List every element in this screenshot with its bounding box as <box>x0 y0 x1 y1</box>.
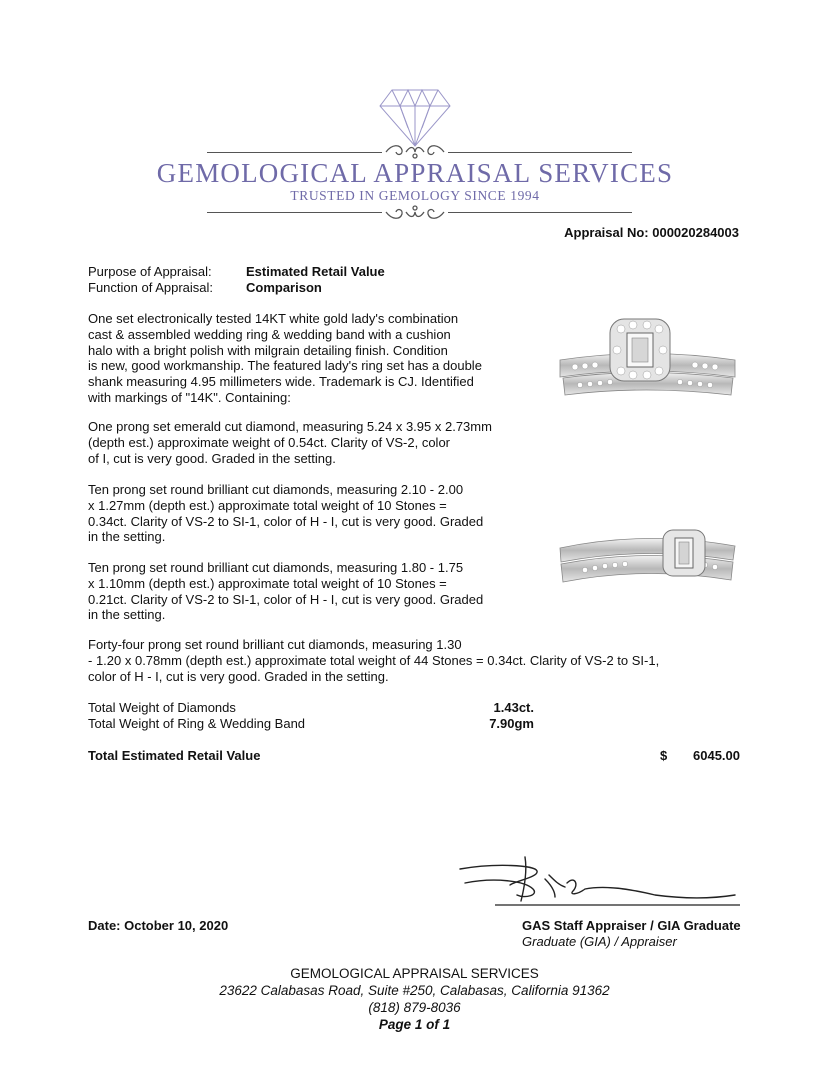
total-ring-weight-label: Total Weight of Ring & Wedding Band <box>88 716 306 731</box>
appraiser-subtitle: Graduate (GIA) / Appraiser <box>522 934 677 949</box>
currency-symbol: $ <box>660 748 668 763</box>
ring-photo-top-view <box>555 305 740 405</box>
function-value: Comparison <box>246 280 322 295</box>
appraisal-number: Appraisal No: 000020284003 <box>564 225 739 240</box>
item-description: One set electronically tested 14KT white gold lady's combination cast & assembled wedding ring & wedding band with a cushion halo with a bright polish with milgrain detailing finish. Condition is new, good workmanship. The featured lady's ring set has a double shank measuring 4.95 millimeters wide. Trademark is CJ. Identified with markings of "14K". Containing: <box>88 311 482 405</box>
footer-company: GEMOLOGICAL APPRAISAL SERVICES <box>290 966 539 981</box>
ring-photo-side-view <box>555 520 740 600</box>
stone-description: Forty-four prong set round brilliant cut diamonds, measuring 1.30 - 1.20 x 0.78mm (depth est.) approximate total weight of 44 Stones = 0.34ct. Clarity of VS-2 to SI-1, color of H - I, cut is very good. Graded in the setting. <box>88 637 660 684</box>
function-row <box>88 280 488 296</box>
function-label: Function of Appraisal: <box>88 280 214 295</box>
purpose-label: Purpose of Appraisal: <box>88 264 212 279</box>
total-diamonds-value: 1.43ct. <box>493 700 534 715</box>
footer-phone: (818) 879-8036 <box>368 1000 461 1015</box>
stone-description: One prong set emerald cut diamond, measuring 5.24 x 3.95 x 2.73mm (depth est.) approximate weight of 0.54ct. Clarity of VS-2, color of I, cut is very good. Graded in the setting. <box>88 419 492 466</box>
company-name: GEMOLOGICAL APPRAISAL SERVICES <box>156 158 674 188</box>
total-diamonds-label: Total Weight of Diamonds <box>88 700 236 715</box>
flourish-ornament-icon <box>384 202 446 222</box>
appraiser-title: GAS Staff Appraiser / GIA Graduate <box>522 918 741 933</box>
appraisal-date: Date: October 10, 2020 <box>88 918 229 933</box>
page-number: Page 1 of 1 <box>378 1017 451 1032</box>
footer-address: 23622 Calabasas Road, Suite #250, Calabasas, California 91362 <box>219 983 610 998</box>
tagline: TRUSTED IN GEMOLOGY SINCE 1994 <box>290 188 540 203</box>
stone-description: Ten prong set round brilliant cut diamonds, measuring 1.80 - 1.75 x 1.10mm (depth est.) approximate total weight of 10 Stones = 0.21ct. Clarity of VS-2 to SI-1, color of H - I, cut is very good. Graded in the setting. <box>88 560 484 623</box>
diamond-logo-icon <box>378 88 452 148</box>
total-ring-weight-value: 7.90gm <box>489 716 534 731</box>
total-retail-label: Total Estimated Retail Value <box>88 748 261 763</box>
footer <box>0 965 829 1033</box>
header-rule-top-right <box>448 152 632 153</box>
header-rule-top-left <box>207 152 382 153</box>
stone-description: Ten prong set round brilliant cut diamonds, measuring 2.10 - 2.00 x 1.27mm (depth est.) approximate total weight of 10 Stones = 0.34ct. Clarity of VS-2 to SI-1, color of H - I, cut is very good. Graded in the setting. <box>88 482 484 545</box>
purpose-value: Estimated Retail Value <box>246 264 385 279</box>
purpose-row <box>88 264 488 280</box>
header-rule-bottom-left <box>207 212 382 213</box>
total-retail-value: 6045.00 <box>693 748 740 763</box>
header-rule-bottom-right <box>448 212 632 213</box>
appraiser-signature <box>455 855 745 910</box>
